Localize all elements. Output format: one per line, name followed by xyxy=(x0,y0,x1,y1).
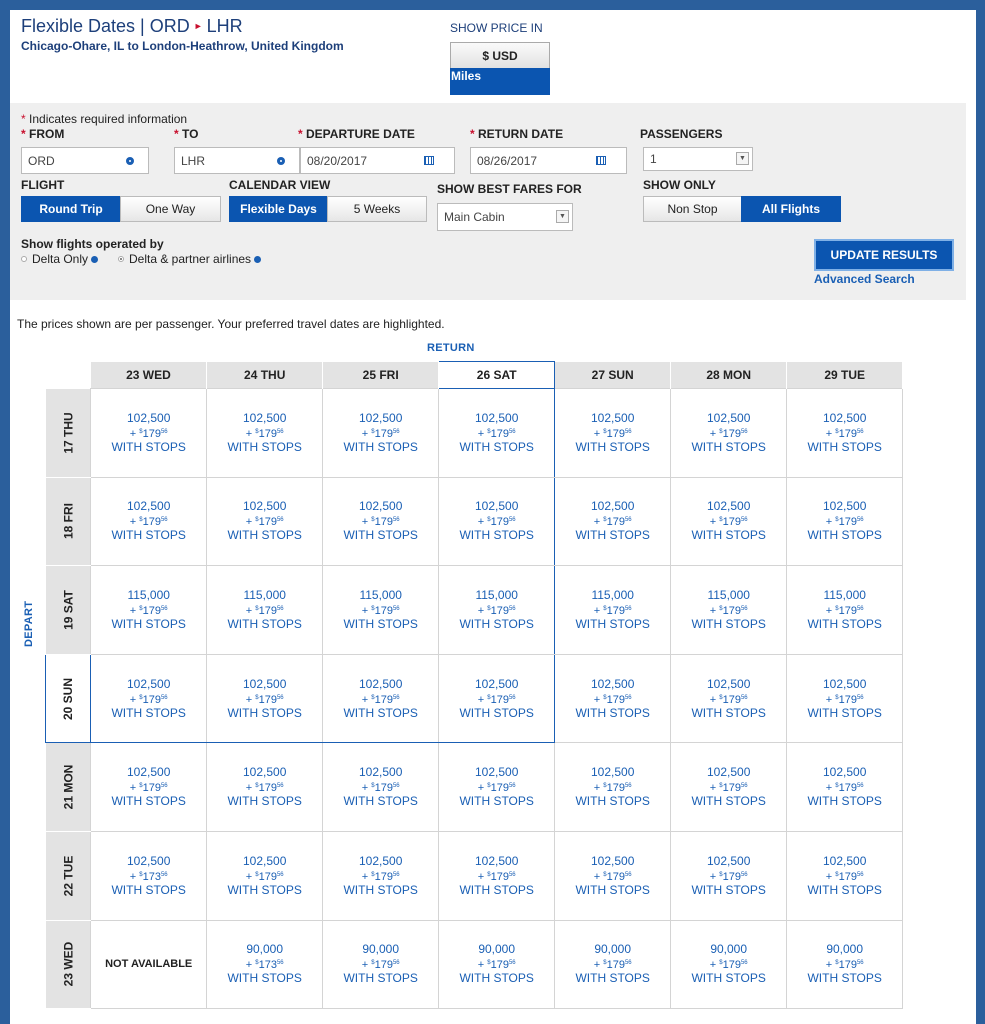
fare-cell-selected[interactable] xyxy=(439,654,555,743)
fare-miles[interactable]: 102,500 xyxy=(126,676,171,691)
grid-row xyxy=(46,743,903,832)
fare-stops[interactable]: WITH STOPS xyxy=(807,528,882,543)
fare-tax: + $^{\$}173^{56}$ xyxy=(129,870,168,883)
fare-miles[interactable]: 102,500 xyxy=(358,853,403,868)
fare-miles[interactable]: 102,500 xyxy=(822,499,867,514)
fare-miles[interactable]: 102,500 xyxy=(242,410,287,425)
chevron-down-icon: ▼ xyxy=(556,210,569,223)
fare-miles[interactable]: 115,000 xyxy=(707,587,750,602)
fare-stops[interactable]: WITH STOPS xyxy=(227,616,302,631)
info-icon[interactable] xyxy=(91,256,98,263)
route-arrow-icon: ► xyxy=(193,21,203,31)
fare-tax: + $^{\$}179^{56}$ xyxy=(477,959,516,972)
fare-cell[interactable] xyxy=(787,477,903,566)
fare-stops[interactable]: WITH STOPS xyxy=(459,794,534,809)
fare-miles[interactable]: 102,500 xyxy=(590,853,635,868)
fare-stops[interactable]: WITH STOPS xyxy=(459,616,534,631)
fare-tax: + $^{\$}179^{56}$ xyxy=(593,604,632,617)
fare-miles[interactable]: 102,500 xyxy=(590,765,635,780)
fare-stops[interactable]: WITH STOPS xyxy=(575,616,650,631)
row-header-label: 22 TUE xyxy=(60,855,75,897)
miles-toggle-button[interactable]: Miles xyxy=(450,68,550,95)
fare-miles[interactable]: 115,000 xyxy=(127,587,170,602)
fare-miles[interactable]: 102,500 xyxy=(242,853,287,868)
fare-miles[interactable]: 115,000 xyxy=(591,587,634,602)
to-field[interactable]: LHR xyxy=(174,147,300,174)
row-header-label: 19 SAT xyxy=(60,590,75,630)
fare-tax: + $^{\$}179^{56}$ xyxy=(245,427,284,440)
fare-stops[interactable]: WITH STOPS xyxy=(343,705,418,720)
fare-tax: + $^{\$}179^{56}$ xyxy=(361,604,400,617)
fare-miles[interactable]: 102,500 xyxy=(242,499,287,514)
grid-row xyxy=(46,566,903,655)
fare-tax: + $^{\$}179^{56}$ xyxy=(593,870,632,883)
fare-tax: + $^{\$}179^{56}$ xyxy=(709,959,748,972)
fare-stops[interactable]: WITH STOPS xyxy=(691,528,766,543)
grid-corner xyxy=(46,362,91,389)
fare-cell[interactable] xyxy=(323,743,439,832)
fare-stops[interactable]: WITH STOPS xyxy=(111,794,186,809)
fare-stops[interactable]: WITH STOPS xyxy=(343,971,418,986)
fare-tax: + $^{\$}179^{56}$ xyxy=(245,870,284,883)
fare-tax: + $^{\$}179^{56}$ xyxy=(129,782,168,795)
fare-cell[interactable] xyxy=(671,831,787,920)
departure-date-label: * DEPARTURE DATE xyxy=(298,127,415,141)
row-header xyxy=(46,831,91,920)
calendar-icon[interactable] xyxy=(424,156,434,165)
fare-tax: + $^{\$}179^{56}$ xyxy=(129,427,168,440)
col-header: 23 WED xyxy=(91,362,207,389)
fare-tax: + $^{\$}179^{56}$ xyxy=(477,870,516,883)
col-header: 29 TUE xyxy=(787,362,903,389)
fare-cell[interactable] xyxy=(91,831,207,920)
fare-cell[interactable] xyxy=(207,920,323,1009)
fare-stops[interactable]: WITH STOPS xyxy=(111,616,186,631)
fare-stops[interactable]: WITH STOPS xyxy=(227,528,302,543)
calendar-view-label: CALENDAR VIEW xyxy=(229,178,331,192)
fare-stops[interactable]: WITH STOPS xyxy=(111,705,186,720)
fare-cell[interactable] xyxy=(207,654,323,743)
page-title xyxy=(21,16,243,37)
fare-cell[interactable] xyxy=(207,389,323,478)
fare-cell[interactable] xyxy=(323,389,439,478)
usd-toggle-button[interactable]: $ USD xyxy=(450,42,550,69)
fare-miles[interactable]: 102,500 xyxy=(474,410,519,425)
fare-cell[interactable] xyxy=(555,654,671,743)
passengers-label: PASSENGERS xyxy=(640,127,723,141)
fare-miles[interactable]: 102,500 xyxy=(590,410,635,425)
fare-tax: + $^{\$}179^{56}$ xyxy=(245,782,284,795)
fare-tax: + $^{\$}179^{56}$ xyxy=(709,604,748,617)
fare-cell[interactable] xyxy=(439,831,555,920)
row-header xyxy=(46,743,91,832)
fare-stops[interactable]: WITH STOPS xyxy=(575,794,650,809)
fare-miles[interactable]: 102,500 xyxy=(126,853,171,868)
fare-stops[interactable]: WITH STOPS xyxy=(575,882,650,897)
fare-stops[interactable]: WITH STOPS xyxy=(459,439,534,454)
fare-miles[interactable]: 102,500 xyxy=(358,410,403,425)
fare-miles[interactable]: 115,000 xyxy=(823,587,866,602)
non-stop-button[interactable]: Non Stop xyxy=(643,196,742,222)
fare-tax: + $^{\$}179^{56}$ xyxy=(709,870,748,883)
fare-cell[interactable] xyxy=(671,920,787,1009)
fare-tax: + $^{\$}179^{56}$ xyxy=(361,693,400,706)
fare-tax: + $^{\$}179^{56}$ xyxy=(709,427,748,440)
fare-miles[interactable]: 102,500 xyxy=(706,410,751,425)
fare-cell[interactable] xyxy=(787,389,903,478)
fare-tax: + $^{\$}179^{56}$ xyxy=(129,516,168,529)
all-flights-button[interactable]: All Flights xyxy=(741,196,841,222)
delta-only-radio[interactable]: Delta Only xyxy=(21,252,98,266)
fare-stops[interactable]: WITH STOPS xyxy=(227,705,302,720)
fare-tax: + $^{\$}179^{56}$ xyxy=(825,959,864,972)
row-header xyxy=(46,566,91,655)
cabin-select[interactable]: Main Cabin ▼ xyxy=(437,203,573,231)
fare-cell[interactable] xyxy=(323,477,439,566)
operated-by-label: Show flights operated by xyxy=(21,237,164,251)
best-fares-label: SHOW BEST FARES FOR xyxy=(437,182,582,196)
fare-stops[interactable]: WITH STOPS xyxy=(111,882,186,897)
return-date-field[interactable]: 08/26/2017 xyxy=(470,147,627,174)
fare-miles[interactable]: 102,500 xyxy=(126,499,171,514)
fare-miles[interactable]: 102,500 xyxy=(706,853,751,868)
grid-row xyxy=(46,654,903,743)
from-label: * FROM xyxy=(21,127,65,141)
fare-miles[interactable]: 102,500 xyxy=(822,853,867,868)
fare-tax: + $^{\$}179^{56}$ xyxy=(477,516,516,529)
fare-cell[interactable] xyxy=(671,566,787,655)
fare-stops[interactable]: WITH STOPS xyxy=(807,971,882,986)
col-header: 28 MON xyxy=(671,362,787,389)
fare-cell[interactable] xyxy=(91,566,207,655)
update-results-button[interactable]: UPDATE RESULTS xyxy=(814,239,954,271)
fare-cell[interactable] xyxy=(323,654,439,743)
fare-stops[interactable]: WITH STOPS xyxy=(111,439,186,454)
delta-partner-radio[interactable]: Delta & partner airlines xyxy=(118,252,261,266)
fare-stops[interactable]: WITH STOPS xyxy=(691,794,766,809)
five-weeks-button[interactable]: 5 Weeks xyxy=(327,196,427,222)
route-subtitle: Chicago-Ohare, IL to London-Heathrow, United Kingdom xyxy=(21,39,344,53)
show-price-label: SHOW PRICE IN xyxy=(450,21,543,35)
page-frame xyxy=(10,10,976,1024)
fare-miles[interactable]: 115,000 xyxy=(359,587,402,602)
fare-cell[interactable] xyxy=(671,477,787,566)
fare-cell[interactable] xyxy=(555,743,671,832)
fare-cell[interactable] xyxy=(555,831,671,920)
flexible-days-button[interactable]: Flexible Days xyxy=(229,196,328,222)
fare-miles[interactable]: 102,500 xyxy=(242,765,287,780)
fare-stops[interactable]: WITH STOPS xyxy=(575,971,650,986)
fare-calendar-grid xyxy=(45,361,903,1009)
fare-tax: + $^{\$}179^{56}$ xyxy=(593,782,632,795)
location-pin-icon xyxy=(277,157,285,165)
fare-miles[interactable]: 102,500 xyxy=(126,765,171,780)
to-label: * TO xyxy=(174,127,199,141)
fare-miles[interactable]: 102,500 xyxy=(358,676,403,691)
col-header: 25 FRI xyxy=(323,362,439,389)
fare-stops[interactable]: WITH STOPS xyxy=(227,882,302,897)
advanced-search-link[interactable]: Advanced Search xyxy=(814,272,915,286)
fare-stops[interactable]: WITH STOPS xyxy=(691,439,766,454)
fare-tax: + $^{\$}179^{56}$ xyxy=(361,782,400,795)
col-header: 27 SUN xyxy=(555,362,671,389)
fare-tax: + $^{\$}179^{56}$ xyxy=(245,693,284,706)
fare-cell[interactable] xyxy=(555,920,671,1009)
fare-tax: + $^{\$}179^{56}$ xyxy=(593,693,632,706)
fare-tax: + $^{\$}179^{56}$ xyxy=(245,516,284,529)
fare-miles[interactable]: 102,500 xyxy=(590,499,635,514)
fare-miles[interactable]: 115,000 xyxy=(243,587,286,602)
fare-cell[interactable] xyxy=(439,743,555,832)
fare-stops[interactable]: WITH STOPS xyxy=(691,882,766,897)
fare-tax: + $^{\$}179^{56}$ xyxy=(709,516,748,529)
fare-miles[interactable]: 90,000 xyxy=(826,942,864,957)
fare-cell[interactable] xyxy=(787,743,903,832)
fare-tax: + $^{\$}179^{56}$ xyxy=(477,782,516,795)
fare-cell[interactable] xyxy=(671,654,787,743)
chevron-down-icon: ▼ xyxy=(736,152,749,165)
fare-stops[interactable]: WITH STOPS xyxy=(807,705,882,720)
fare-cell[interactable] xyxy=(671,743,787,832)
fare-stops[interactable]: WITH STOPS xyxy=(343,882,418,897)
fare-miles[interactable]: 90,000 xyxy=(246,942,284,957)
return-axis-label: RETURN xyxy=(427,342,475,354)
grid-row xyxy=(46,389,903,478)
fare-stops[interactable]: WITH STOPS xyxy=(575,528,650,543)
fare-tax: + $^{\$}179^{56}$ xyxy=(129,693,168,706)
row-header-label: 17 THU xyxy=(60,411,75,454)
return-date-label: * RETURN DATE xyxy=(470,127,564,141)
grid-row xyxy=(46,477,903,566)
fare-tax: + $^{\$}179^{56}$ xyxy=(825,604,864,617)
fare-miles[interactable]: 102,500 xyxy=(358,765,403,780)
fare-cell[interactable] xyxy=(439,920,555,1009)
title-origin: Flexible Dates | ORD xyxy=(21,16,190,36)
fare-stops[interactable]: WITH STOPS xyxy=(459,971,534,986)
fare-tax: + $^{\$}179^{56}$ xyxy=(361,427,400,440)
fare-stops[interactable]: WITH STOPS xyxy=(807,882,882,897)
title-destination: LHR xyxy=(206,16,243,36)
fare-stops[interactable]: WITH STOPS xyxy=(575,439,650,454)
fare-miles[interactable]: 90,000 xyxy=(594,942,632,957)
fare-miles[interactable]: 90,000 xyxy=(362,942,400,957)
fare-stops[interactable]: WITH STOPS xyxy=(459,882,534,897)
fare-cell[interactable] xyxy=(207,831,323,920)
fare-miles[interactable]: 102,500 xyxy=(474,765,519,780)
show-only-label: SHOW ONLY xyxy=(643,178,716,192)
radio-checked[interactable] xyxy=(118,256,124,262)
fare-stops[interactable]: WITH STOPS xyxy=(575,705,650,720)
col-header-selected: 26 SAT xyxy=(439,362,555,389)
fare-cell[interactable] xyxy=(787,831,903,920)
fare-cell[interactable] xyxy=(91,654,207,743)
one-way-button[interactable]: One Way xyxy=(120,196,221,222)
fare-tax: + $^{\$}179^{56}$ xyxy=(593,427,632,440)
fare-tax: + $^{\$}179^{56}$ xyxy=(825,427,864,440)
not-available-label: NOT AVAILABLE xyxy=(105,958,193,971)
fare-tax: + $^{\$}179^{56}$ xyxy=(709,693,748,706)
fare-stops[interactable]: WITH STOPS xyxy=(343,794,418,809)
grid-row xyxy=(46,831,903,920)
fare-stops[interactable]: WITH STOPS xyxy=(691,971,766,986)
info-icon[interactable] xyxy=(254,256,261,263)
fare-stops[interactable]: WITH STOPS xyxy=(807,794,882,809)
fare-cell[interactable] xyxy=(787,920,903,1009)
fare-tax: + $^{\$}179^{56}$ xyxy=(361,870,400,883)
fare-stops[interactable]: WITH STOPS xyxy=(111,528,186,543)
fare-miles[interactable]: 90,000 xyxy=(710,942,748,957)
depart-axis-label: DEPART xyxy=(23,600,35,647)
flight-label: FLIGHT xyxy=(21,178,65,192)
fare-miles[interactable]: 102,500 xyxy=(822,410,867,425)
row-header-label: 20 SUN xyxy=(61,677,76,720)
fare-stops[interactable]: WITH STOPS xyxy=(343,528,418,543)
col-header: 24 THU xyxy=(207,362,323,389)
required-note: * Indicates required information xyxy=(21,112,188,126)
fare-miles[interactable]: 90,000 xyxy=(478,942,516,957)
fare-stops[interactable]: WITH STOPS xyxy=(691,616,766,631)
fare-cell[interactable] xyxy=(323,831,439,920)
fare-tax: + $^{\$}179^{56}$ xyxy=(361,959,400,972)
fare-stops[interactable]: WITH STOPS xyxy=(343,439,418,454)
fare-miles[interactable]: 102,500 xyxy=(822,765,867,780)
fare-tax: + $^{\$}179^{56}$ xyxy=(245,604,284,617)
fare-tax: + $^{\$}179^{56}$ xyxy=(825,693,864,706)
fare-cell xyxy=(91,920,207,1009)
fare-cell[interactable] xyxy=(439,389,555,478)
fare-cell[interactable] xyxy=(207,566,323,655)
fare-stops[interactable]: WITH STOPS xyxy=(227,439,302,454)
fare-cell[interactable] xyxy=(439,566,555,655)
fare-tax: + $^{\$}173^{56}$ xyxy=(245,959,284,972)
row-header-selected xyxy=(46,654,91,743)
grid-row xyxy=(46,920,903,1009)
fare-miles[interactable]: 102,500 xyxy=(474,499,519,514)
grid-header-row xyxy=(46,362,903,389)
fare-cell[interactable] xyxy=(323,566,439,655)
round-trip-button[interactable]: Round Trip xyxy=(21,196,121,222)
fare-cell[interactable] xyxy=(787,654,903,743)
fare-cell[interactable] xyxy=(207,743,323,832)
fare-miles[interactable]: 102,500 xyxy=(706,499,751,514)
from-field[interactable]: ORD xyxy=(21,147,149,174)
fare-cell[interactable] xyxy=(91,743,207,832)
fare-stops[interactable]: WITH STOPS xyxy=(343,616,418,631)
fare-stops[interactable]: WITH STOPS xyxy=(691,705,766,720)
fare-tax: + $^{\$}179^{56}$ xyxy=(825,516,864,529)
fare-tax: + $^{\$}179^{56}$ xyxy=(593,959,632,972)
row-header-label: 21 MON xyxy=(60,764,75,810)
fare-tax: + $^{\$}179^{56}$ xyxy=(709,782,748,795)
radio-unchecked[interactable] xyxy=(21,256,27,262)
row-header xyxy=(46,477,91,566)
fare-stops[interactable]: WITH STOPS xyxy=(227,794,302,809)
fare-miles[interactable]: 102,500 xyxy=(706,765,751,780)
passengers-select[interactable]: 1 ▼ xyxy=(643,147,753,171)
fare-cell[interactable] xyxy=(671,389,787,478)
calendar-icon[interactable] xyxy=(596,156,606,165)
fare-miles[interactable]: 102,500 xyxy=(126,410,171,425)
fare-tax: + $^{\$}179^{56}$ xyxy=(361,516,400,529)
departure-date-field[interactable]: 08/20/2017 xyxy=(300,147,455,174)
fare-miles[interactable]: 102,500 xyxy=(474,853,519,868)
fare-miles[interactable]: 102,500 xyxy=(822,676,867,691)
fare-tax: + $^{\$}179^{56}$ xyxy=(825,870,864,883)
fare-cell[interactable] xyxy=(555,566,671,655)
fare-stops[interactable]: WITH STOPS xyxy=(227,971,302,986)
fare-stops[interactable]: WITH STOPS xyxy=(807,616,882,631)
fare-cell[interactable] xyxy=(555,389,671,478)
fare-miles[interactable]: 102,500 xyxy=(590,676,635,691)
fare-miles[interactable]: 102,500 xyxy=(242,676,287,691)
fare-cell[interactable] xyxy=(207,477,323,566)
fare-tax: + $^{\$}179^{56}$ xyxy=(477,693,516,706)
fare-cell[interactable] xyxy=(323,920,439,1009)
fare-miles[interactable]: 102,500 xyxy=(706,676,751,691)
fare-cell[interactable] xyxy=(787,566,903,655)
fare-cell[interactable] xyxy=(439,477,555,566)
fare-stops[interactable]: WITH STOPS xyxy=(459,705,534,720)
fare-miles[interactable]: 102,500 xyxy=(358,499,403,514)
fare-cell[interactable] xyxy=(91,389,207,478)
fare-tax: + $^{\$}179^{56}$ xyxy=(129,604,168,617)
fare-tax: + $^{\$}179^{56}$ xyxy=(477,604,516,617)
fare-miles[interactable]: 102,500 xyxy=(474,676,519,691)
fare-miles[interactable]: 115,000 xyxy=(475,587,518,602)
fare-stops[interactable]: WITH STOPS xyxy=(807,439,882,454)
row-header xyxy=(46,920,91,1009)
fare-cell[interactable] xyxy=(91,477,207,566)
row-header xyxy=(46,389,91,478)
fare-stops[interactable]: WITH STOPS xyxy=(459,528,534,543)
fare-tax: + $^{\$}179^{56}$ xyxy=(593,516,632,529)
fare-cell[interactable] xyxy=(555,477,671,566)
row-header-label: 18 FRI xyxy=(60,503,75,540)
price-note: The prices shown are per passenger. Your preferred travel dates are highlighted. xyxy=(17,317,445,331)
location-pin-icon xyxy=(126,157,134,165)
fare-tax: + $^{\$}179^{56}$ xyxy=(825,782,864,795)
row-header-label: 23 WED xyxy=(60,942,75,987)
fare-tax: + $^{\$}179^{56}$ xyxy=(477,427,516,440)
